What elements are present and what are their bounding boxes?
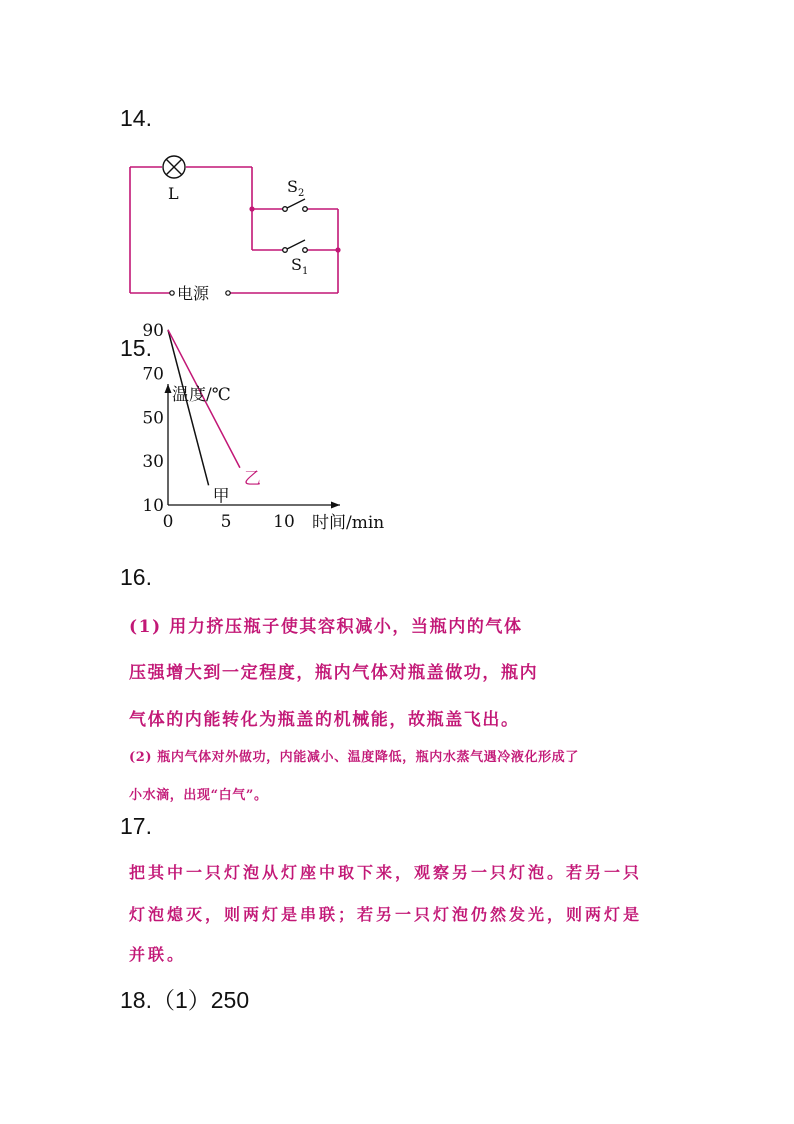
question-15-number: 15. [120, 335, 152, 361]
chart-series-label: 乙 [243, 468, 261, 489]
chart-y-tick-label: 50 [142, 408, 164, 429]
answer-17-line-2: 灯泡熄灭，则两灯是串联；若另一只灯泡仍然发光，则两灯是 [129, 905, 643, 924]
chart-x-axis-arrow-icon [331, 502, 340, 509]
chart-x-tick-label: 5 [220, 512, 232, 532]
answer-16-line-1: (1) 用力挤压瓶子使其容积减小，当瓶内的气体 [129, 617, 523, 637]
chart-y-tick-label: 30 [142, 452, 164, 473]
chart-x-tick-label: 0 [162, 512, 174, 532]
answer-17-line-1: 把其中一只灯泡从灯座中取下来，观察另一只灯泡。若另一只 [129, 863, 643, 882]
chart-y-axis-label: 温度/℃ [172, 385, 231, 405]
switch-s2-subscript: 2 [297, 188, 305, 199]
answer-16-line-2: 压强增大到一定程度，瓶内气体对瓶盖做功，瓶内 [129, 663, 539, 683]
answer-17-line-3: 并联。 [129, 945, 187, 964]
chart-x-tick-label: 10 [273, 512, 295, 532]
chart-y-tick-label: 10 [142, 496, 164, 516]
question-14-number: 14. [120, 105, 152, 131]
lamp-label: L [168, 184, 179, 203]
power-source-label: 电源 [177, 284, 210, 303]
question-17-number: 17. [120, 813, 152, 839]
answer-16-line-3: 气体的内能转化为瓶盖的机械能，故瓶盖飞出。 [129, 710, 520, 730]
chart-x-axis-label: 时间/min [312, 513, 385, 533]
answer-16-line-5: 小水滴，出现“白气”。 [129, 788, 268, 803]
chart-y-tick-label: 90 [142, 320, 164, 341]
switch-s1-subscript: 1 [301, 266, 309, 277]
temperature-time-chart [0, 0, 794, 540]
answer-16-line-4: (2) 瓶内气体对外做功，内能减小、温度降低，瓶内水蒸气遇冷液化形成了 [129, 750, 579, 765]
switch-s1-label: S [291, 255, 302, 274]
switch-s2-label: S [287, 177, 298, 196]
chart-series-line-甲 [168, 330, 209, 485]
chart-y-axis-arrow-icon [165, 384, 172, 393]
question-18-answer: 18.（1）250 [120, 987, 250, 1013]
chart-series-label: 甲 [212, 486, 230, 507]
chart-y-tick-label: 70 [142, 364, 164, 385]
question-16-number: 16. [120, 564, 152, 590]
